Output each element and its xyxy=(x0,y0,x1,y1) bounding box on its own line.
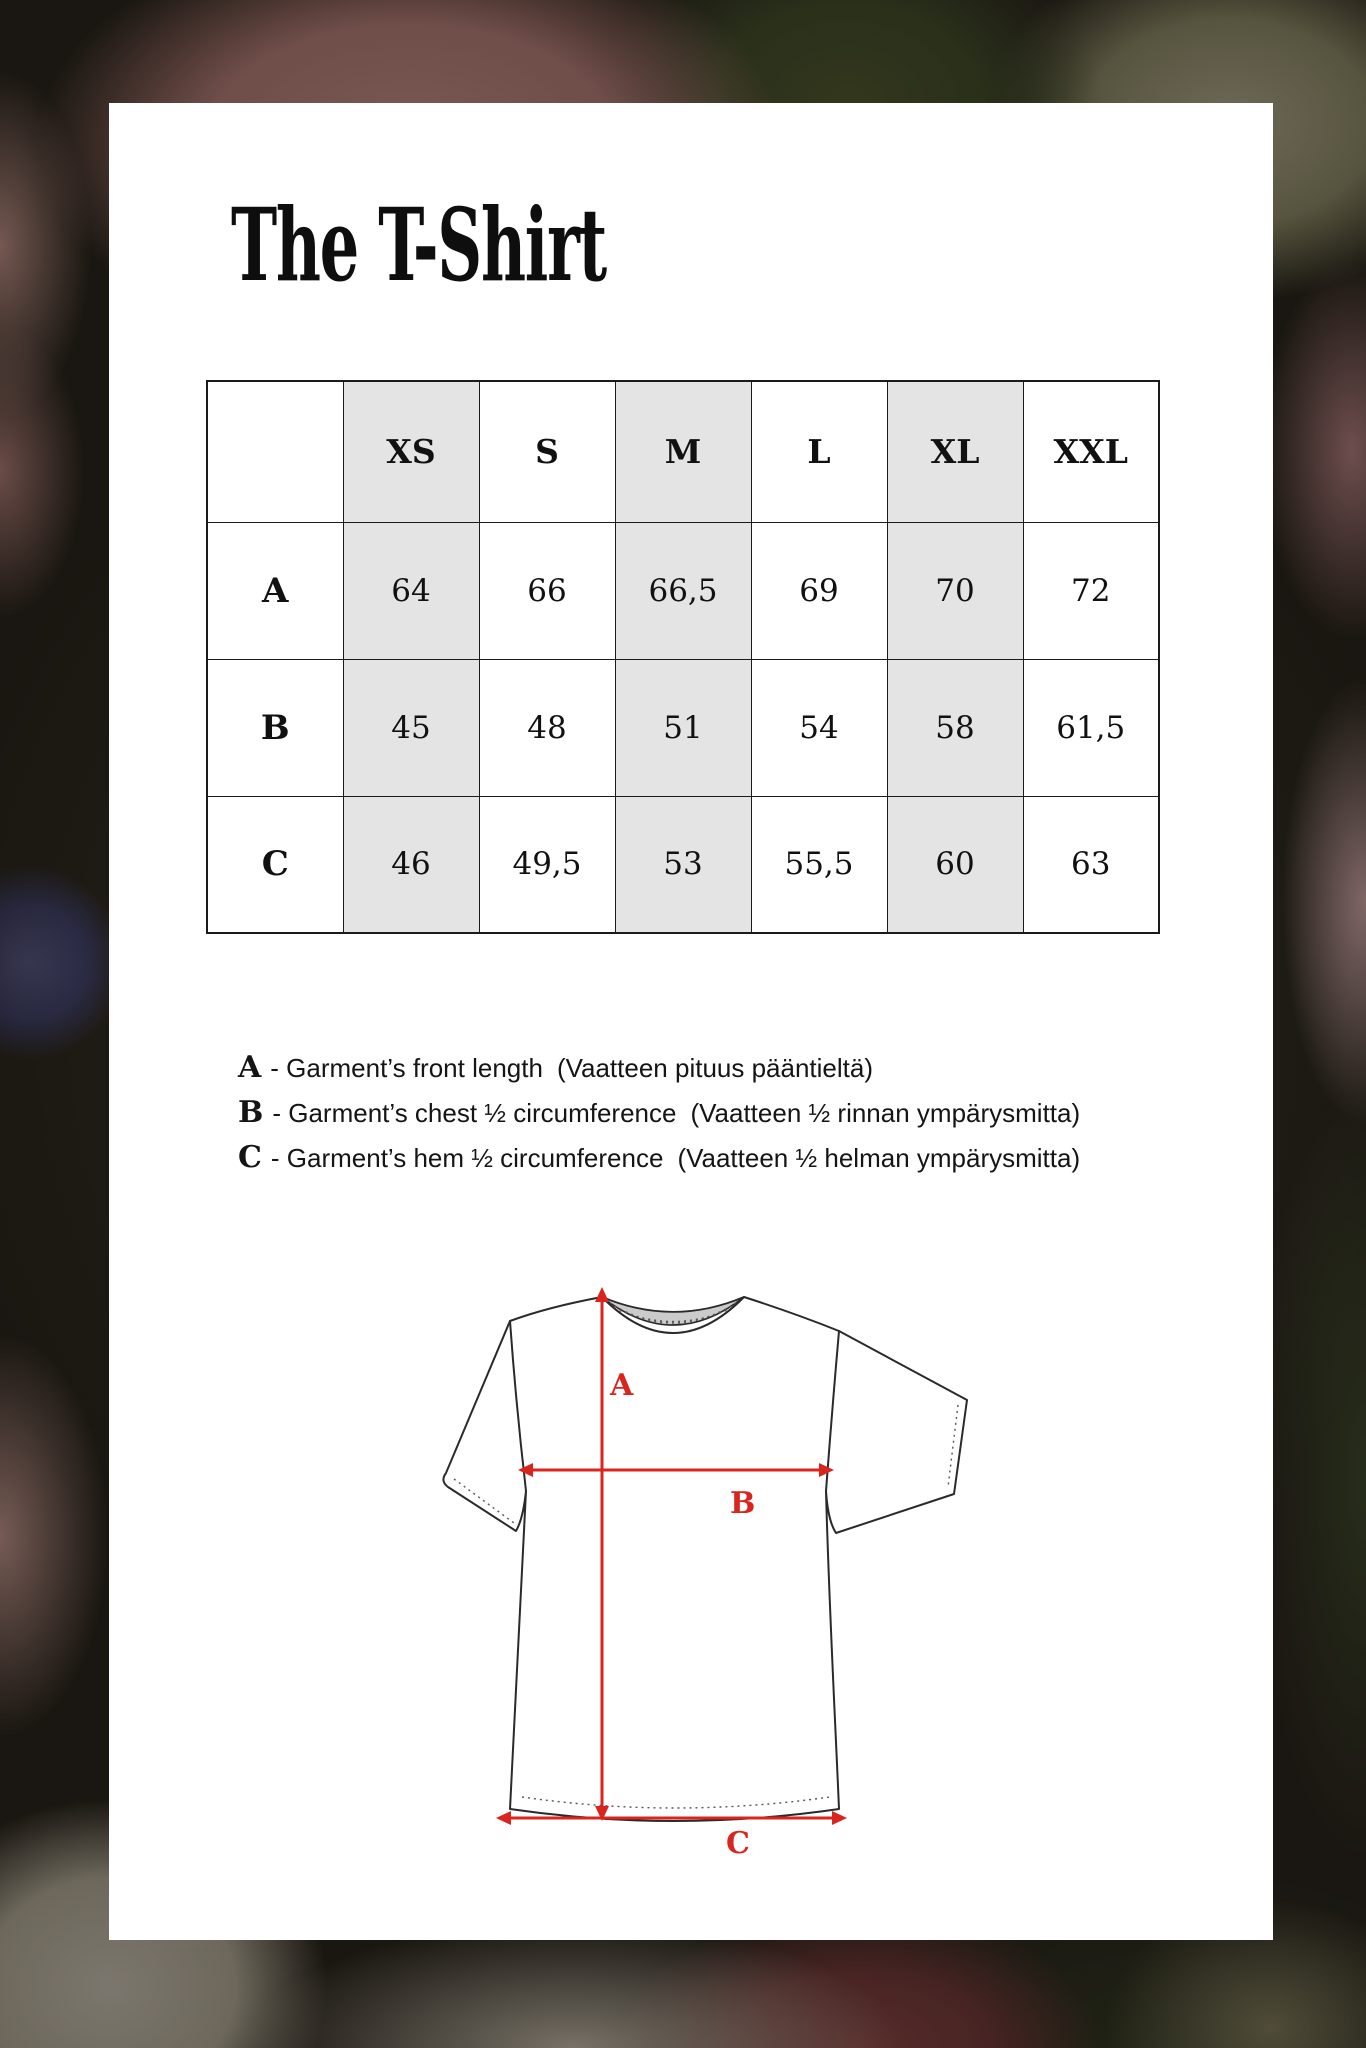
table-row-a xyxy=(207,522,1159,659)
legend-translation-b: (Vaatteen ½ rinnan ympärysmitta) xyxy=(690,1098,1081,1128)
col-header-s: S xyxy=(479,381,615,522)
value-a-l: 69 xyxy=(751,522,887,659)
size-chart-card xyxy=(109,103,1273,1940)
diagram-label-C: C xyxy=(726,1826,750,1861)
value-c-xl: 60 xyxy=(887,796,1023,933)
legend-letter-a: A xyxy=(238,1050,262,1085)
col-header-xxl: XXL xyxy=(1023,381,1159,522)
table-row-c xyxy=(207,796,1159,933)
value-a-xl: 70 xyxy=(887,522,1023,659)
legend-description-b: - Garment’s chest ½ circumference xyxy=(272,1098,677,1128)
arrow-C-head-left xyxy=(496,1811,511,1825)
value-c-m: 53 xyxy=(615,796,751,933)
arrow-C-head-right xyxy=(832,1811,847,1825)
row-label-a: A xyxy=(207,522,343,659)
value-b-s: 48 xyxy=(479,659,615,796)
col-header-l: L xyxy=(751,381,887,522)
value-c-xxl: 63 xyxy=(1023,796,1159,933)
col-header-xs: XS xyxy=(343,381,479,522)
value-a-xs: 64 xyxy=(343,522,479,659)
legend-translation-c: (Vaatteen ½ helman ympärysmitta) xyxy=(677,1143,1081,1173)
value-a-xxl: 72 xyxy=(1023,522,1159,659)
measurement-legend xyxy=(238,1050,1080,1185)
value-a-s: 66 xyxy=(479,522,615,659)
size-table xyxy=(206,380,1160,934)
legend-row-b xyxy=(238,1095,1080,1140)
row-label-c: C xyxy=(207,796,343,933)
value-b-xl: 58 xyxy=(887,659,1023,796)
legend-description-a: - Garment’s front length xyxy=(270,1053,543,1083)
table-corner-cell xyxy=(207,381,343,522)
row-label-b: B xyxy=(207,659,343,796)
legend-description-c: - Garment’s hem ½ circumference xyxy=(270,1143,664,1173)
legend-row-c xyxy=(238,1140,1080,1185)
value-c-xs: 46 xyxy=(343,796,479,933)
tshirt-measurement-diagram xyxy=(430,1275,990,1875)
tshirt-body-outline xyxy=(443,1297,967,1821)
size-table-header-row xyxy=(207,381,1159,522)
value-a-m: 66,5 xyxy=(615,522,751,659)
legend-letter-c: C xyxy=(238,1140,262,1175)
page-title: The T-Shirt xyxy=(231,186,606,304)
value-c-l: 55,5 xyxy=(751,796,887,933)
value-b-xs: 45 xyxy=(343,659,479,796)
legend-letter-b: B xyxy=(238,1095,264,1130)
diagram-label-A: A xyxy=(610,1368,634,1403)
legend-translation-a: (Vaatteen pituus pääntieltä) xyxy=(556,1053,873,1083)
legend-row-a xyxy=(238,1050,1080,1095)
tshirt-drawing xyxy=(443,1297,967,1821)
value-b-m: 51 xyxy=(615,659,751,796)
arrow-A-head-top xyxy=(595,1287,609,1302)
col-header-xl: XL xyxy=(887,381,1023,522)
col-header-m: M xyxy=(615,381,751,522)
table-row-b xyxy=(207,659,1159,796)
value-c-s: 49,5 xyxy=(479,796,615,933)
diagram-label-B: B xyxy=(730,1486,756,1521)
value-b-xxl: 61,5 xyxy=(1023,659,1159,796)
value-b-l: 54 xyxy=(751,659,887,796)
